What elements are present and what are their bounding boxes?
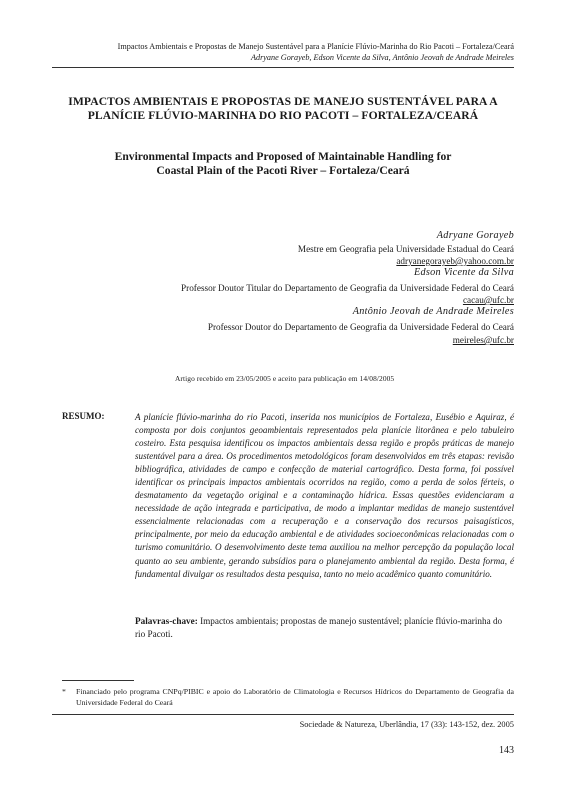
- author-affiliation: Professor Doutor Titular do Departamento de Geografia da Universidade Federal do Ceará: [181, 283, 514, 293]
- title-pt-line: IMPACTOS AMBIENTAIS E PROPOSTAS DE MANEJO SUSTENTÁVEL PARA A: [68, 95, 498, 108]
- footnote-rule: [62, 680, 134, 681]
- title-portuguese: [60, 95, 506, 123]
- footer-rule: [52, 714, 514, 715]
- author-name: Adryane Gorayeb: [436, 230, 514, 241]
- title-english: [60, 150, 506, 178]
- footnote-text: Financiado pelo programa CNPq/PIBIC e apoio do Laboratório de Climatologia e Recursos Hídricos do Departamento de Geografia da Universidade Federal do Ceará: [76, 687, 514, 707]
- abstract-label: RESUMO:: [62, 411, 105, 421]
- footnote-mark: *: [62, 687, 66, 696]
- author-email[interactable]: adryanegorayeb@yahoo.com.br: [396, 256, 514, 266]
- author-name: Antônio Jeovah de Andrade Meireles: [352, 306, 514, 317]
- running-header-title: Impactos Ambientais e Propostas de Manejo Sustentável para a Planície Flúvio-Marinha do Rio Pacoti – Fortaleza/Ceará: [117, 42, 514, 51]
- header-rule: [52, 67, 514, 68]
- title-en-line: Environmental Impacts and Proposed of Maintainable Handling for: [114, 150, 452, 163]
- title-pt-line: PLANÍCIE FLÚVIO-MARINHA DO RIO PACOTI – FORTALEZA/CEARÁ: [87, 109, 479, 122]
- keywords: [135, 615, 514, 641]
- keywords-label: Palavras-chave:: [135, 616, 198, 626]
- received-date-note: Artigo recebido em 23/05/2005 e aceito para publicação em 14/08/2005: [175, 374, 395, 383]
- page-number: 143: [499, 745, 514, 756]
- author-name: Edson Vicente da Silva: [413, 267, 514, 278]
- journal-citation: Sociedade & Natureza, Uberlândia, 17 (33): 143-152, dez. 2005: [299, 720, 514, 729]
- title-en-line: Coastal Plain of the Pacoti River – Fortaleza/Ceará: [156, 164, 410, 177]
- author-affiliation: Mestre em Geografia pela Universidade Estadual do Ceará: [297, 244, 514, 254]
- author-email[interactable]: meireles@ufc.br: [452, 335, 514, 345]
- running-header-authors: Adryane Gorayeb, Edson Vicente da Silva, Antônio Jeovah de Andrade Meireles: [251, 53, 514, 62]
- author-affiliation: Professor Doutor do Departamento de Geografia da Universidade Federal do Ceará: [207, 322, 514, 332]
- footnote: [62, 687, 514, 708]
- keywords-text: Impactos ambientais; propostas de manejo sustentável; planície flúvio-marinha do rio Pacoti.: [135, 616, 503, 639]
- author-email[interactable]: cacau@ufc.br: [462, 295, 514, 305]
- abstract-text: A planície flúvio-marinha do rio Pacoti, inserida nos municípios de Fortaleza, Eusébio e Aquiraz, é composta por dois conjuntos geoambientais representados pela planície litorânea e pelo tabuleiro costeiro. Esta pesquisa identificou os impactos ambientais dessa região e propôs práticas de manejo sustentável para a área. Os procedimentos metodológicos foram desenvolvidos em três etapas: revisão bibliográfica, atividades de campo e confecção de material cartográfico. Desta forma, foi possível identificar os principais impactos ambientais ocorridos na região, como a perda de solos férteis, o desmatamento da vegetação original e a contaminação hídrica. Essas questões evidenciaram a necessidade de ação integrada e participativa, de modo a implantar medidas de manejo sustentável essencialmente relacionadas com a recuperação e a conservação dos recursos paisagísticos, principalmente, por meio da educação ambiental e de atividades socioeconômicas relacionadas com o turismo comunitário. O desenvolvimento deste tema auxiliou na melhor percepção da população local quanto ao seu ambiente, gerando subsídios para o planejamento ambiental da região. Desta forma, é fundamental divulgar os resultados desta pesquisa, tanto no meio acadêmico quanto comunitário.: [135, 412, 514, 579]
